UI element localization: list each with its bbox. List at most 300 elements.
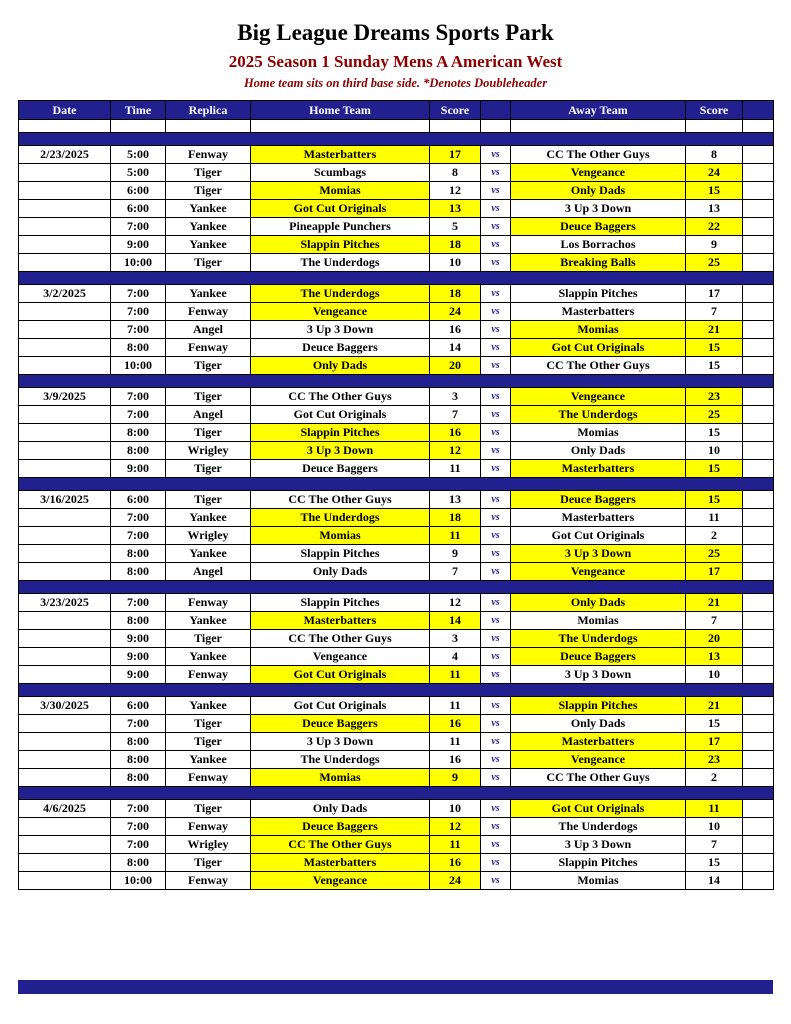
spacer-cell xyxy=(430,120,481,133)
away-team-cell: Masterbatters xyxy=(511,733,686,751)
away-score-cell: 17 xyxy=(686,563,743,581)
end-cell xyxy=(743,460,774,478)
away-team-cell: Got Cut Originals xyxy=(511,800,686,818)
away-score-cell: 10 xyxy=(686,666,743,684)
spacer-cell xyxy=(166,120,251,133)
replica-cell: Yankee xyxy=(166,285,251,303)
home-team-cell: The Underdogs xyxy=(251,285,430,303)
vs-cell: vs xyxy=(481,545,511,563)
end-cell xyxy=(743,545,774,563)
game-row xyxy=(19,872,774,890)
date-cell xyxy=(19,254,111,272)
away-score-cell: 23 xyxy=(686,388,743,406)
game-row xyxy=(19,442,774,460)
home-score-cell: 3 xyxy=(430,388,481,406)
home-team-cell: Vengeance xyxy=(251,303,430,321)
time-cell: 5:00 xyxy=(111,146,166,164)
end-cell xyxy=(743,442,774,460)
time-cell: 7:00 xyxy=(111,527,166,545)
date-cell xyxy=(19,818,111,836)
home-team-cell: Vengeance xyxy=(251,648,430,666)
home-team-cell: Deuce Baggers xyxy=(251,460,430,478)
date-cell xyxy=(19,164,111,182)
home-team-cell: Only Dads xyxy=(251,357,430,375)
home-score-cell: 12 xyxy=(430,818,481,836)
vs-cell: vs xyxy=(481,818,511,836)
vs-cell: vs xyxy=(481,872,511,890)
spacer-row xyxy=(19,120,774,133)
time-cell: 7:00 xyxy=(111,406,166,424)
vs-cell: vs xyxy=(481,164,511,182)
group-divider-cell xyxy=(19,133,774,146)
game-row xyxy=(19,164,774,182)
end-cell xyxy=(743,509,774,527)
time-cell: 7:00 xyxy=(111,285,166,303)
away-team-cell: CC The Other Guys xyxy=(511,357,686,375)
home-team-cell: CC The Other Guys xyxy=(251,388,430,406)
away-team-cell: The Underdogs xyxy=(511,818,686,836)
away-team-cell: Momias xyxy=(511,612,686,630)
replica-cell: Yankee xyxy=(166,545,251,563)
time-cell: 9:00 xyxy=(111,648,166,666)
vs-cell: vs xyxy=(481,800,511,818)
game-row xyxy=(19,509,774,527)
replica-cell: Yankee xyxy=(166,218,251,236)
time-cell: 6:00 xyxy=(111,697,166,715)
replica-cell: Tiger xyxy=(166,182,251,200)
home-team-cell: Masterbatters xyxy=(251,612,430,630)
game-row xyxy=(19,715,774,733)
home-score-cell: 14 xyxy=(430,339,481,357)
time-cell: 6:00 xyxy=(111,491,166,509)
time-cell: 8:00 xyxy=(111,339,166,357)
replica-cell: Fenway xyxy=(166,769,251,787)
game-row xyxy=(19,630,774,648)
away-score-cell: 13 xyxy=(686,648,743,666)
home-score-cell: 12 xyxy=(430,442,481,460)
vs-cell: vs xyxy=(481,612,511,630)
replica-cell: Tiger xyxy=(166,357,251,375)
game-row xyxy=(19,697,774,715)
time-cell: 10:00 xyxy=(111,872,166,890)
end-cell xyxy=(743,164,774,182)
game-row xyxy=(19,800,774,818)
time-cell: 7:00 xyxy=(111,509,166,527)
away-team-cell: Breaking Balls xyxy=(511,254,686,272)
home-score-cell: 12 xyxy=(430,182,481,200)
vs-cell: vs xyxy=(481,218,511,236)
time-cell: 7:00 xyxy=(111,818,166,836)
away-team-cell: The Underdogs xyxy=(511,406,686,424)
home-team-cell: 3 Up 3 Down xyxy=(251,321,430,339)
time-cell: 7:00 xyxy=(111,715,166,733)
vs-cell: vs xyxy=(481,321,511,339)
vs-cell: vs xyxy=(481,200,511,218)
away-team-cell: Los Borrachos xyxy=(511,236,686,254)
home-score-cell: 7 xyxy=(430,406,481,424)
home-team-cell: Slappin Pitches xyxy=(251,424,430,442)
replica-cell: Tiger xyxy=(166,254,251,272)
header-vs xyxy=(481,101,511,120)
away-score-cell: 7 xyxy=(686,303,743,321)
home-team-cell: Got Cut Originals xyxy=(251,666,430,684)
date-cell: 3/16/2025 xyxy=(19,491,111,509)
replica-cell: Fenway xyxy=(166,594,251,612)
replica-cell: Tiger xyxy=(166,630,251,648)
time-cell: 7:00 xyxy=(111,218,166,236)
away-team-cell: CC The Other Guys xyxy=(511,146,686,164)
home-score-cell: 11 xyxy=(430,733,481,751)
home-score-cell: 13 xyxy=(430,491,481,509)
away-score-cell: 21 xyxy=(686,321,743,339)
game-row xyxy=(19,854,774,872)
away-team-cell: Momias xyxy=(511,424,686,442)
time-cell: 5:00 xyxy=(111,164,166,182)
game-row xyxy=(19,303,774,321)
home-score-cell: 16 xyxy=(430,715,481,733)
away-score-cell: 8 xyxy=(686,146,743,164)
home-score-cell: 24 xyxy=(430,872,481,890)
vs-cell: vs xyxy=(481,388,511,406)
vs-cell: vs xyxy=(481,303,511,321)
home-team-cell: Deuce Baggers xyxy=(251,818,430,836)
replica-cell: Yankee xyxy=(166,509,251,527)
spacer-cell xyxy=(19,120,111,133)
home-team-cell: Momias xyxy=(251,769,430,787)
home-score-cell: 16 xyxy=(430,424,481,442)
home-team-cell: Scumbags xyxy=(251,164,430,182)
group-divider xyxy=(19,272,774,285)
away-team-cell: 3 Up 3 Down xyxy=(511,200,686,218)
home-score-cell: 14 xyxy=(430,612,481,630)
away-score-cell: 22 xyxy=(686,218,743,236)
home-team-cell: Got Cut Originals xyxy=(251,697,430,715)
replica-cell: Fenway xyxy=(166,146,251,164)
home-team-cell: Only Dads xyxy=(251,563,430,581)
date-cell xyxy=(19,854,111,872)
away-score-cell: 2 xyxy=(686,527,743,545)
date-cell xyxy=(19,236,111,254)
game-row xyxy=(19,424,774,442)
date-cell xyxy=(19,182,111,200)
game-row xyxy=(19,218,774,236)
home-score-cell: 11 xyxy=(430,697,481,715)
spacer-cell xyxy=(686,120,743,133)
game-row xyxy=(19,769,774,787)
replica-cell: Tiger xyxy=(166,733,251,751)
end-cell xyxy=(743,836,774,854)
away-team-cell: Momias xyxy=(511,321,686,339)
away-team-cell: 3 Up 3 Down xyxy=(511,666,686,684)
home-score-cell: 9 xyxy=(430,769,481,787)
game-row xyxy=(19,545,774,563)
end-cell xyxy=(743,612,774,630)
away-team-cell: Deuce Baggers xyxy=(511,491,686,509)
time-cell: 7:00 xyxy=(111,321,166,339)
away-team-cell: Masterbatters xyxy=(511,303,686,321)
date-cell xyxy=(19,872,111,890)
away-score-cell: 15 xyxy=(686,715,743,733)
vs-cell: vs xyxy=(481,630,511,648)
vs-cell: vs xyxy=(481,527,511,545)
end-cell xyxy=(743,339,774,357)
time-cell: 8:00 xyxy=(111,442,166,460)
home-team-cell: Got Cut Originals xyxy=(251,406,430,424)
away-score-cell: 25 xyxy=(686,406,743,424)
group-divider-cell xyxy=(19,375,774,388)
end-cell xyxy=(743,715,774,733)
away-score-cell: 14 xyxy=(686,872,743,890)
replica-cell: Tiger xyxy=(166,854,251,872)
game-row xyxy=(19,836,774,854)
home-score-cell: 11 xyxy=(430,836,481,854)
end-cell xyxy=(743,321,774,339)
time-cell: 7:00 xyxy=(111,800,166,818)
away-score-cell: 11 xyxy=(686,800,743,818)
date-cell xyxy=(19,648,111,666)
replica-cell: Tiger xyxy=(166,800,251,818)
date-cell xyxy=(19,527,111,545)
home-score-cell: 16 xyxy=(430,321,481,339)
game-row xyxy=(19,594,774,612)
replica-cell: Tiger xyxy=(166,460,251,478)
away-score-cell: 7 xyxy=(686,612,743,630)
date-cell xyxy=(19,751,111,769)
home-team-cell: The Underdogs xyxy=(251,509,430,527)
table-header-row xyxy=(19,101,774,120)
away-score-cell: 10 xyxy=(686,818,743,836)
group-divider-cell xyxy=(19,478,774,491)
game-row xyxy=(19,818,774,836)
date-cell xyxy=(19,218,111,236)
date-cell xyxy=(19,733,111,751)
end-cell xyxy=(743,388,774,406)
end-cell xyxy=(743,594,774,612)
replica-cell: Tiger xyxy=(166,424,251,442)
end-cell xyxy=(743,563,774,581)
game-row xyxy=(19,182,774,200)
date-cell: 3/23/2025 xyxy=(19,594,111,612)
away-score-cell: 9 xyxy=(686,236,743,254)
date-cell: 2/23/2025 xyxy=(19,146,111,164)
away-team-cell: Momias xyxy=(511,872,686,890)
away-team-cell: Only Dads xyxy=(511,442,686,460)
game-row xyxy=(19,612,774,630)
home-score-cell: 11 xyxy=(430,460,481,478)
home-score-cell: 7 xyxy=(430,563,481,581)
replica-cell: Yankee xyxy=(166,612,251,630)
date-cell xyxy=(19,200,111,218)
vs-cell: vs xyxy=(481,509,511,527)
group-divider-cell xyxy=(19,272,774,285)
time-cell: 9:00 xyxy=(111,460,166,478)
replica-cell: Angel xyxy=(166,563,251,581)
home-team-cell: Masterbatters xyxy=(251,854,430,872)
end-cell xyxy=(743,733,774,751)
header-home-score: Score xyxy=(430,101,481,120)
away-team-cell: Vengeance xyxy=(511,563,686,581)
end-cell xyxy=(743,872,774,890)
replica-cell: Wrigley xyxy=(166,442,251,460)
vs-cell: vs xyxy=(481,715,511,733)
game-row xyxy=(19,254,774,272)
spacer-cell xyxy=(511,120,686,133)
replica-cell: Yankee xyxy=(166,648,251,666)
date-cell xyxy=(19,769,111,787)
end-cell xyxy=(743,751,774,769)
vs-cell: vs xyxy=(481,733,511,751)
home-team-cell: Got Cut Originals xyxy=(251,200,430,218)
end-cell xyxy=(743,697,774,715)
date-cell xyxy=(19,442,111,460)
away-team-cell: Masterbatters xyxy=(511,509,686,527)
vs-cell: vs xyxy=(481,406,511,424)
end-cell xyxy=(743,527,774,545)
date-cell xyxy=(19,612,111,630)
home-team-cell: Pineapple Punchers xyxy=(251,218,430,236)
vs-cell: vs xyxy=(481,491,511,509)
vs-cell: vs xyxy=(481,285,511,303)
date-cell: 3/2/2025 xyxy=(19,285,111,303)
end-cell xyxy=(743,818,774,836)
date-cell: 4/6/2025 xyxy=(19,800,111,818)
away-score-cell: 24 xyxy=(686,164,743,182)
time-cell: 8:00 xyxy=(111,612,166,630)
game-row xyxy=(19,751,774,769)
date-cell: 3/30/2025 xyxy=(19,697,111,715)
header-end xyxy=(743,101,774,120)
vs-cell: vs xyxy=(481,357,511,375)
game-row xyxy=(19,388,774,406)
date-cell xyxy=(19,836,111,854)
vs-cell: vs xyxy=(481,751,511,769)
replica-cell: Fenway xyxy=(166,666,251,684)
time-cell: 6:00 xyxy=(111,200,166,218)
away-score-cell: 10 xyxy=(686,442,743,460)
vs-cell: vs xyxy=(481,460,511,478)
date-cell: 3/9/2025 xyxy=(19,388,111,406)
date-cell xyxy=(19,630,111,648)
replica-cell: Tiger xyxy=(166,388,251,406)
time-cell: 7:00 xyxy=(111,388,166,406)
away-team-cell: 3 Up 3 Down xyxy=(511,545,686,563)
vs-cell: vs xyxy=(481,769,511,787)
end-cell xyxy=(743,303,774,321)
time-cell: 9:00 xyxy=(111,236,166,254)
group-divider xyxy=(19,478,774,491)
game-row xyxy=(19,666,774,684)
time-cell: 9:00 xyxy=(111,630,166,648)
end-cell xyxy=(743,491,774,509)
home-score-cell: 11 xyxy=(430,666,481,684)
header-date: Date xyxy=(19,101,111,120)
away-score-cell: 15 xyxy=(686,339,743,357)
replica-cell: Yankee xyxy=(166,697,251,715)
home-team-note: Home team sits on third base side. *Denotes Doubleheader xyxy=(243,76,548,90)
end-cell xyxy=(743,666,774,684)
away-score-cell: 20 xyxy=(686,630,743,648)
date-cell xyxy=(19,357,111,375)
away-team-cell: Masterbatters xyxy=(511,460,686,478)
home-team-cell: CC The Other Guys xyxy=(251,836,430,854)
date-cell xyxy=(19,460,111,478)
game-row xyxy=(19,236,774,254)
date-cell xyxy=(19,303,111,321)
spacer-cell xyxy=(743,120,774,133)
time-cell: 8:00 xyxy=(111,854,166,872)
vs-cell: vs xyxy=(481,697,511,715)
away-team-cell: Vengeance xyxy=(511,751,686,769)
vs-cell: vs xyxy=(481,254,511,272)
vs-cell: vs xyxy=(481,424,511,442)
time-cell: 8:00 xyxy=(111,769,166,787)
home-team-cell: The Underdogs xyxy=(251,254,430,272)
vs-cell: vs xyxy=(481,666,511,684)
home-team-cell: CC The Other Guys xyxy=(251,491,430,509)
replica-cell: Fenway xyxy=(166,303,251,321)
game-row xyxy=(19,406,774,424)
home-score-cell: 17 xyxy=(430,146,481,164)
vs-cell: vs xyxy=(481,648,511,666)
home-team-cell: Deuce Baggers xyxy=(251,715,430,733)
game-row xyxy=(19,491,774,509)
away-score-cell: 13 xyxy=(686,200,743,218)
vs-cell: vs xyxy=(481,442,511,460)
time-cell: 7:00 xyxy=(111,594,166,612)
home-score-cell: 18 xyxy=(430,509,481,527)
replica-cell: Angel xyxy=(166,321,251,339)
date-cell xyxy=(19,406,111,424)
end-cell xyxy=(743,236,774,254)
replica-cell: Wrigley xyxy=(166,527,251,545)
date-cell xyxy=(19,424,111,442)
away-team-cell: Only Dads xyxy=(511,594,686,612)
away-team-cell: Deuce Baggers xyxy=(511,648,686,666)
replica-cell: Fenway xyxy=(166,339,251,357)
date-cell xyxy=(19,339,111,357)
date-cell xyxy=(19,666,111,684)
away-team-cell: Only Dads xyxy=(511,715,686,733)
away-score-cell: 15 xyxy=(686,460,743,478)
home-score-cell: 13 xyxy=(430,200,481,218)
away-team-cell: Deuce Baggers xyxy=(511,218,686,236)
end-cell xyxy=(743,218,774,236)
time-cell: 8:00 xyxy=(111,424,166,442)
end-cell xyxy=(743,406,774,424)
home-team-cell: Slappin Pitches xyxy=(251,594,430,612)
replica-cell: Yankee xyxy=(166,236,251,254)
spacer-cell xyxy=(111,120,166,133)
replica-cell: Fenway xyxy=(166,818,251,836)
end-cell xyxy=(743,648,774,666)
time-cell: 8:00 xyxy=(111,733,166,751)
end-cell xyxy=(743,854,774,872)
away-team-cell: Vengeance xyxy=(511,388,686,406)
time-cell: 6:00 xyxy=(111,182,166,200)
home-team-cell: Masterbatters xyxy=(251,146,430,164)
end-cell xyxy=(743,182,774,200)
date-cell xyxy=(19,715,111,733)
away-score-cell: 11 xyxy=(686,509,743,527)
away-team-cell: CC The Other Guys xyxy=(511,769,686,787)
away-score-cell: 2 xyxy=(686,769,743,787)
away-score-cell: 7 xyxy=(686,836,743,854)
time-cell: 8:00 xyxy=(111,563,166,581)
bottom-divider-bar xyxy=(18,980,773,994)
vs-cell: vs xyxy=(481,182,511,200)
header-time: Time xyxy=(111,101,166,120)
away-team-cell: Got Cut Originals xyxy=(511,527,686,545)
